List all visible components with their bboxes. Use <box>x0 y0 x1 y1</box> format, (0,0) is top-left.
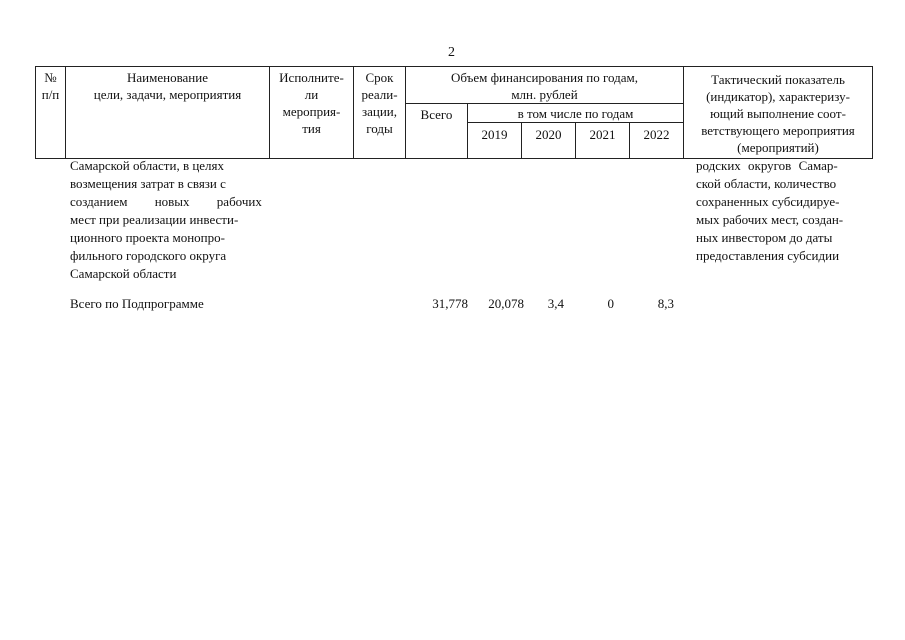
indicator-description: родских округов Самар- ской области, количество сохраненных субсидируе- мых рабочих мест, создан- ных инвестором до даты предоставления субсидии <box>696 158 844 263</box>
total-row-2019: 20,078 <box>488 296 524 311</box>
header-total: Всего <box>406 104 468 159</box>
page-number: 2 <box>448 45 455 60</box>
table-header <box>35 66 873 159</box>
total-row-2021: 0 <box>607 296 614 311</box>
total-row-label: Всего по Подпрограмме <box>70 296 204 311</box>
header-year-2020: 2020 <box>522 123 576 159</box>
header-term: Срок реали- зации, годы <box>354 67 406 159</box>
header-name: Наименование цели, задачи, мероприятия <box>66 67 270 159</box>
header-year-2022: 2022 <box>630 123 684 159</box>
header-executor: Исполните- ли мероприя- тия <box>270 67 354 159</box>
header-num: № п/п <box>36 67 66 159</box>
event-description: Самарской области, в целях возмещения затрат в связи с созданием новых рабочих мест при реализации инвести- ционного проекта монопро- фильного городского округа Самарской области <box>70 158 262 281</box>
header-year-2019: 2019 <box>468 123 522 159</box>
total-row-total: 31,778 <box>432 296 468 311</box>
total-row-2022: 8,3 <box>657 296 674 311</box>
header-funding: Объем финансирования по годам, млн. рублей <box>406 67 684 104</box>
total-row-2020: 3,4 <box>547 296 564 311</box>
header-year-2021: 2021 <box>576 123 630 159</box>
header-by-years: в том числе по годам <box>468 104 684 123</box>
header-indicator: Тактический показатель (индикатор), характеризу- ющий выполнение соот- ветствующего мероприятия (мероприятий) <box>684 67 873 159</box>
